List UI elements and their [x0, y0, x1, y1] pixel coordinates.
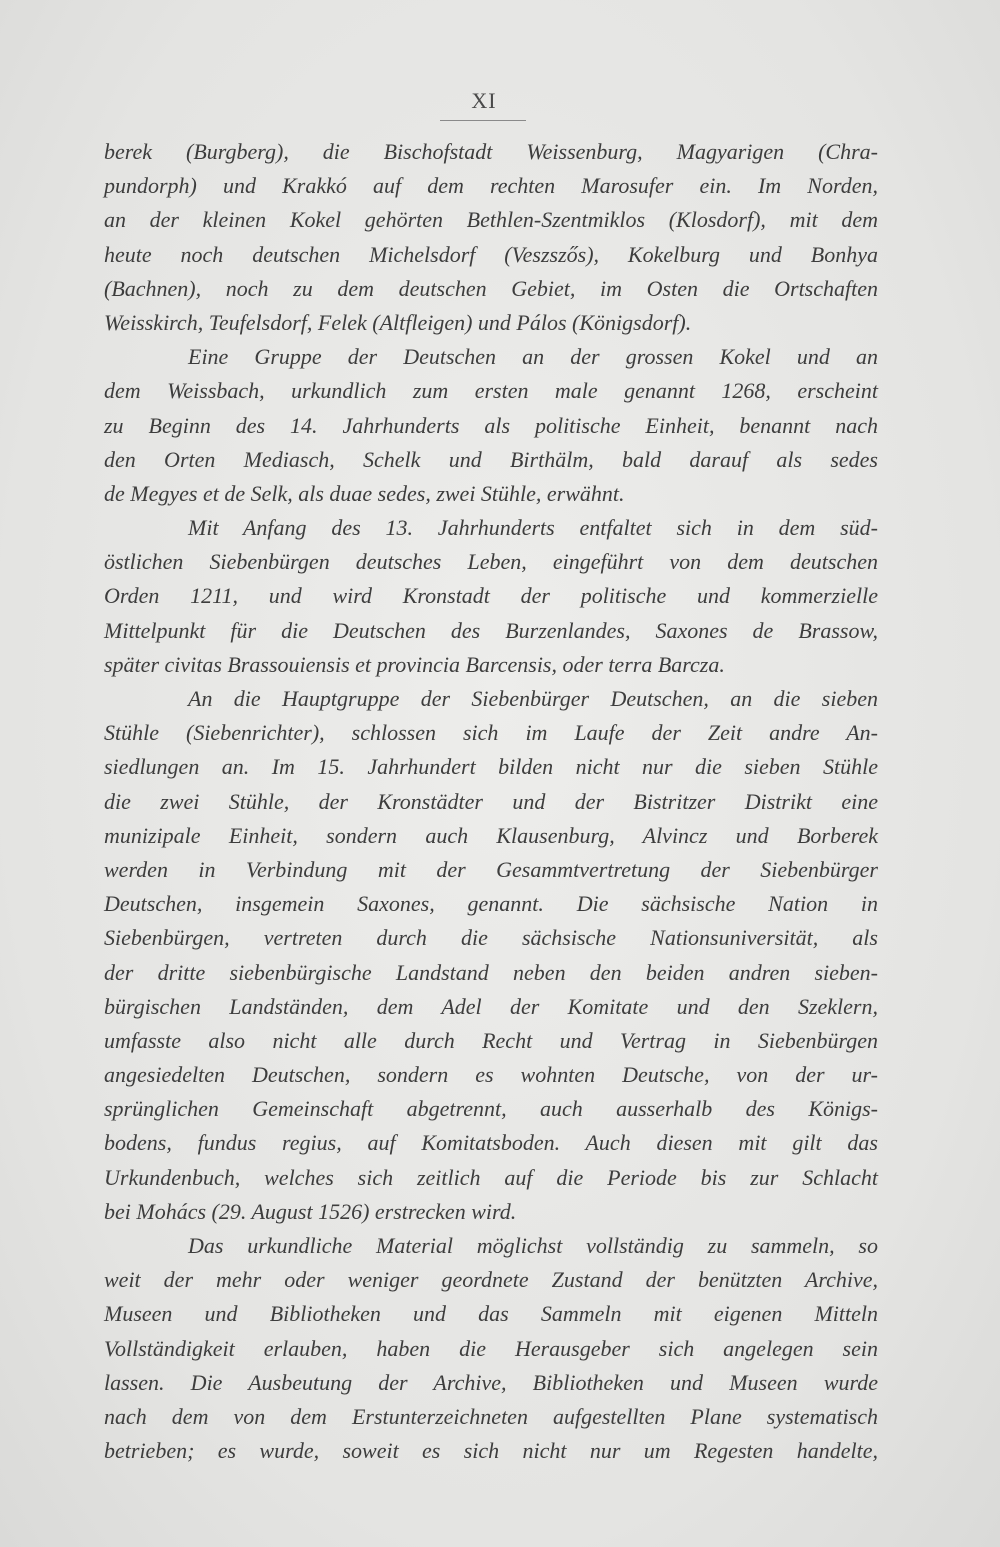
text-line: Deutschen, insgemein Saxones, genannt. Die sächsische Nation in [104, 891, 878, 917]
text-line: angesiedelten Deutschen, sondern es wohnten Deutsche, von der ur- [104, 1062, 878, 1088]
text-line: Eine Gruppe der Deutschen an der grossen Kokel und an [188, 344, 878, 370]
text-line: berek (Burgberg), die Bischofstadt Weissenburg, Magyarigen (Chra- [104, 139, 878, 164]
text-line: Weisskirch, Teufelsdorf, Felek (Altfleigen) und Pálos (Königsdorf). [104, 309, 692, 335]
text-line: Mit Anfang des 13. Jahrhunderts entfaltet sich in dem süd- [188, 515, 878, 541]
text-line: Orden 1211, und wird Kronstadt der politische und kommerzielle [104, 583, 878, 609]
text-line: die zwei Stühle, der Kronstädter und der Bistritzer Distrikt eine [104, 788, 878, 814]
text-line: pundorph) und Krakkó auf dem rechten Marosufer ein. Im Norden, [104, 173, 878, 199]
text-line: an der kleinen Kokel gehörten Bethlen-Szentmiklos (Klosdorf), mit dem [104, 207, 878, 233]
text-line: An die Hauptgruppe der Siebenbürger Deutschen, an die sieben [188, 686, 878, 711]
text-line: Vollständigkeit erlauben, haben die Herausgeber sich angelegen sein [104, 1335, 878, 1361]
text-line: dem Weissbach, urkundlich zum ersten male genannt 1268, erscheint [104, 378, 878, 404]
text-line: munizipale Einheit, sondern auch Klausenburg, Alvincz und Borberek [104, 822, 878, 848]
page-number: XI [471, 88, 497, 113]
text-line: zu Beginn des 14. Jahrhunderts als politische Einheit, benannt nach [104, 412, 878, 438]
text-line: später civitas Brassouiensis et provincia Barcensis, oder terra Barcza. [104, 651, 725, 677]
text-line: bei Mohács (29. August 1526) erstrecken wird. [104, 1198, 517, 1224]
text-line: lassen. Die Ausbeutung der Archive, Bibliotheken und Museen wurde [104, 1369, 878, 1395]
text-line: Siebenbürgen, vertreten durch die sächsische Nationsuniversität, als [104, 925, 878, 951]
text-line: betrieben; es wurde, soweit es sich nicht nur um Regesten handelte, [104, 1438, 878, 1464]
text-line: heute noch deutschen Michelsdorf (Veszszős), Kokelburg und Bonhya [104, 241, 878, 267]
text-line: Urkundenbuch, welches sich zeitlich auf die Periode bis zur Schlacht [104, 1164, 878, 1190]
text-line: siedlungen an. Im 15. Jahrhundert bilden nicht nur die sieben Stühle [104, 754, 878, 780]
text-line: östlichen Siebenbürgen deutsches Leben, eingeführt von dem deutschen [104, 549, 878, 575]
text-line: Museen und Bibliotheken und das Sammeln mit eigenen Mitteln [104, 1301, 878, 1327]
text-line: Mittelpunkt für die Deutschen des Burzenlandes, Saxones de Brassow, [104, 617, 878, 643]
text-line: weit der mehr oder weniger geordnete Zustand der benützten Archive, [104, 1267, 878, 1293]
header-rule [440, 120, 526, 121]
text-line: Stühle (Siebenrichter), schlossen sich im Laufe der Zeit andre An- [104, 720, 878, 746]
text-line: sprünglichen Gemeinschaft abgetrennt, auch ausserhalb des Königs- [104, 1096, 878, 1122]
text-line: de Megyes et de Selk, als duae sedes, zwei Stühle, erwähnt. [104, 480, 625, 506]
body-text [104, 135, 878, 1468]
text-line: der dritte siebenbürgische Landstand neben den beiden andren sieben- [104, 959, 878, 985]
text-line: (Bachnen), noch zu dem deutschen Gebiet, im Osten die Ortschaften [104, 275, 878, 301]
text-line: werden in Verbindung mit der Gesammtvertretung der Siebenbürger [104, 856, 878, 882]
text-line: den Orten Mediasch, Schelk und Birthälm, bald darauf als sedes [104, 446, 878, 472]
text-line: Das urkundliche Material möglichst vollständig zu sammeln, so [188, 1233, 878, 1258]
text-line: bürgischen Landständen, dem Adel der Komitate und den Szeklern, [104, 993, 878, 1019]
text-line: bodens, fundus regius, auf Komitatsboden. Auch diesen mit gilt das [104, 1130, 878, 1156]
text-line: umfasste also nicht alle durch Recht und Vertrag in Siebenbürgen [104, 1027, 878, 1053]
text-line: nach dem von dem Erstunterzeichneten aufgestellten Plane systematisch [104, 1403, 878, 1429]
